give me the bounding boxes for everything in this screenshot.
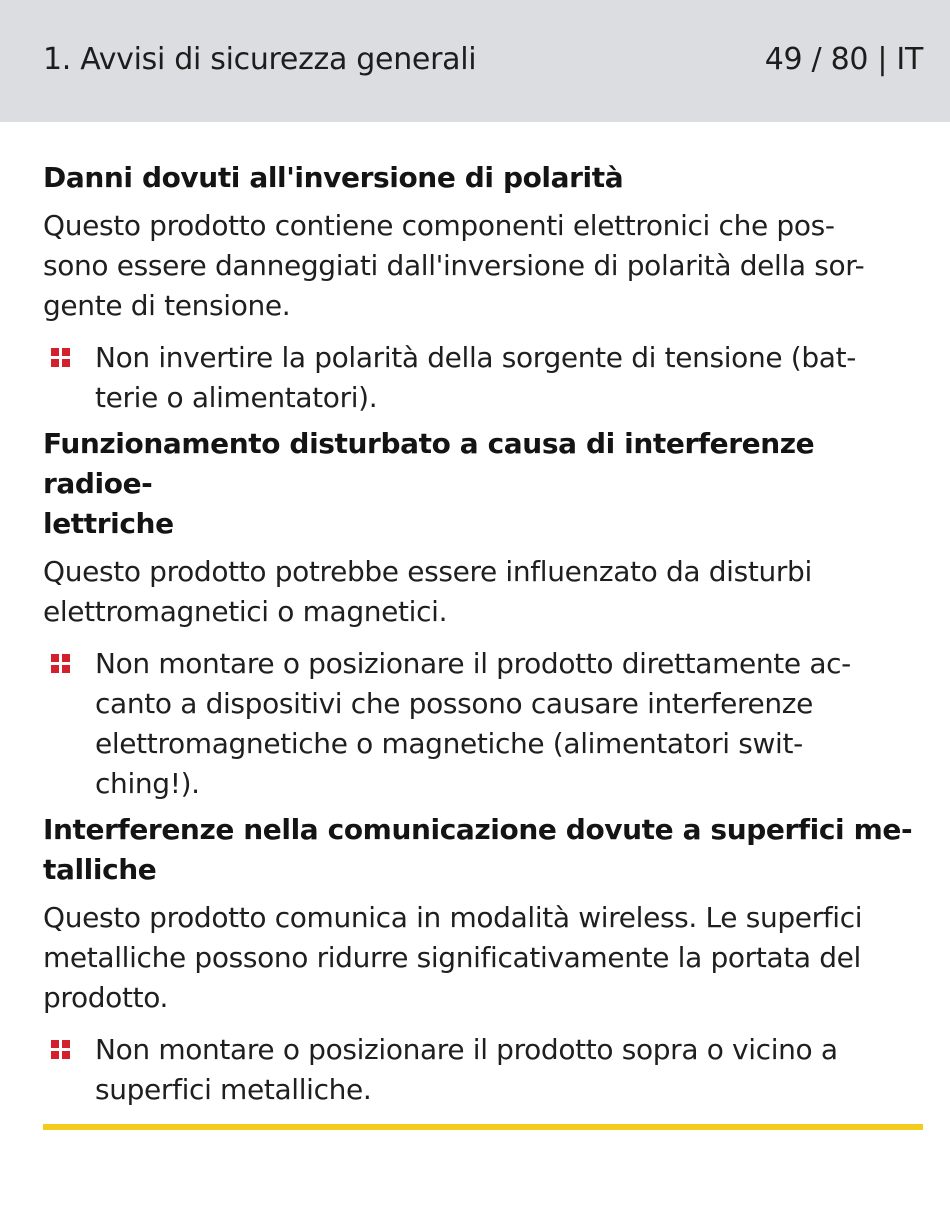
red-four-squares-bullet-icon <box>43 644 95 684</box>
bullet-line: Non montare o posizionare il prodotto direttamente ac- <box>95 647 851 680</box>
body-line: sono essere danneggiati dall'inversione di polarità della sor- <box>43 249 865 282</box>
bullet-line: elettromagnetiche o magnetiche (alimentatori swit- <box>95 727 803 760</box>
red-four-squares-bullet-icon <box>43 1030 95 1070</box>
body-line: Questo prodotto comunica in modalità wireless. Le superfici <box>43 901 863 934</box>
section-heading <box>43 810 923 890</box>
bullet-item <box>43 1030 923 1110</box>
bullet-line: ching!). <box>95 767 200 800</box>
section-heading-line: Interferenze nella comunicazione dovute a superfici me- <box>43 813 913 846</box>
bullet-text <box>95 338 923 418</box>
section-end-divider <box>43 1124 923 1130</box>
page-header <box>0 0 950 122</box>
bullet-line: Non invertire la polarità della sorgente di tensione (bat- <box>95 341 856 374</box>
body-line: elettromagnetici o magnetici. <box>43 595 448 628</box>
section-body <box>43 552 923 632</box>
page-indicator: 49 / 80 | IT <box>764 41 923 77</box>
body-line: prodotto. <box>43 981 169 1014</box>
section-radio-interference <box>43 424 923 804</box>
body-line: Questo prodotto contiene componenti elettronici che pos- <box>43 209 835 242</box>
section-heading-line: lettriche <box>43 507 174 540</box>
section-reverse-polarity <box>43 158 923 418</box>
bullet-item <box>43 644 923 804</box>
section-heading-line: Danni dovuti all'inversione di polarità <box>43 161 624 194</box>
section-metal-surfaces <box>43 810 923 1110</box>
body-line: gente di tensione. <box>43 289 291 322</box>
red-four-squares-bullet-icon <box>43 338 95 378</box>
bullet-line: terie o alimentatori). <box>95 381 378 414</box>
bullet-line: canto a dispositivi che possono causare interferenze <box>95 687 814 720</box>
bullet-line: Non montare o posizionare il prodotto sopra o vicino a <box>95 1033 838 1066</box>
section-heading-line: Funzionamento disturbato a causa di interferenze radioe- <box>43 427 815 500</box>
body-line: Questo prodotto potrebbe essere influenzato da disturbi <box>43 555 812 588</box>
chapter-title: 1. Avvisi di sicurezza generali <box>43 41 477 77</box>
section-heading <box>43 424 923 544</box>
body-line: metalliche possono ridurre significativamente la portata del <box>43 941 861 974</box>
bullet-text <box>95 644 923 804</box>
page-content <box>0 122 950 1130</box>
section-body <box>43 898 923 1018</box>
section-heading <box>43 158 923 198</box>
bullet-line: superfici metalliche. <box>95 1073 372 1106</box>
bullet-item <box>43 338 923 418</box>
section-heading-line: talliche <box>43 853 157 886</box>
section-body <box>43 206 923 326</box>
bullet-text <box>95 1030 923 1110</box>
